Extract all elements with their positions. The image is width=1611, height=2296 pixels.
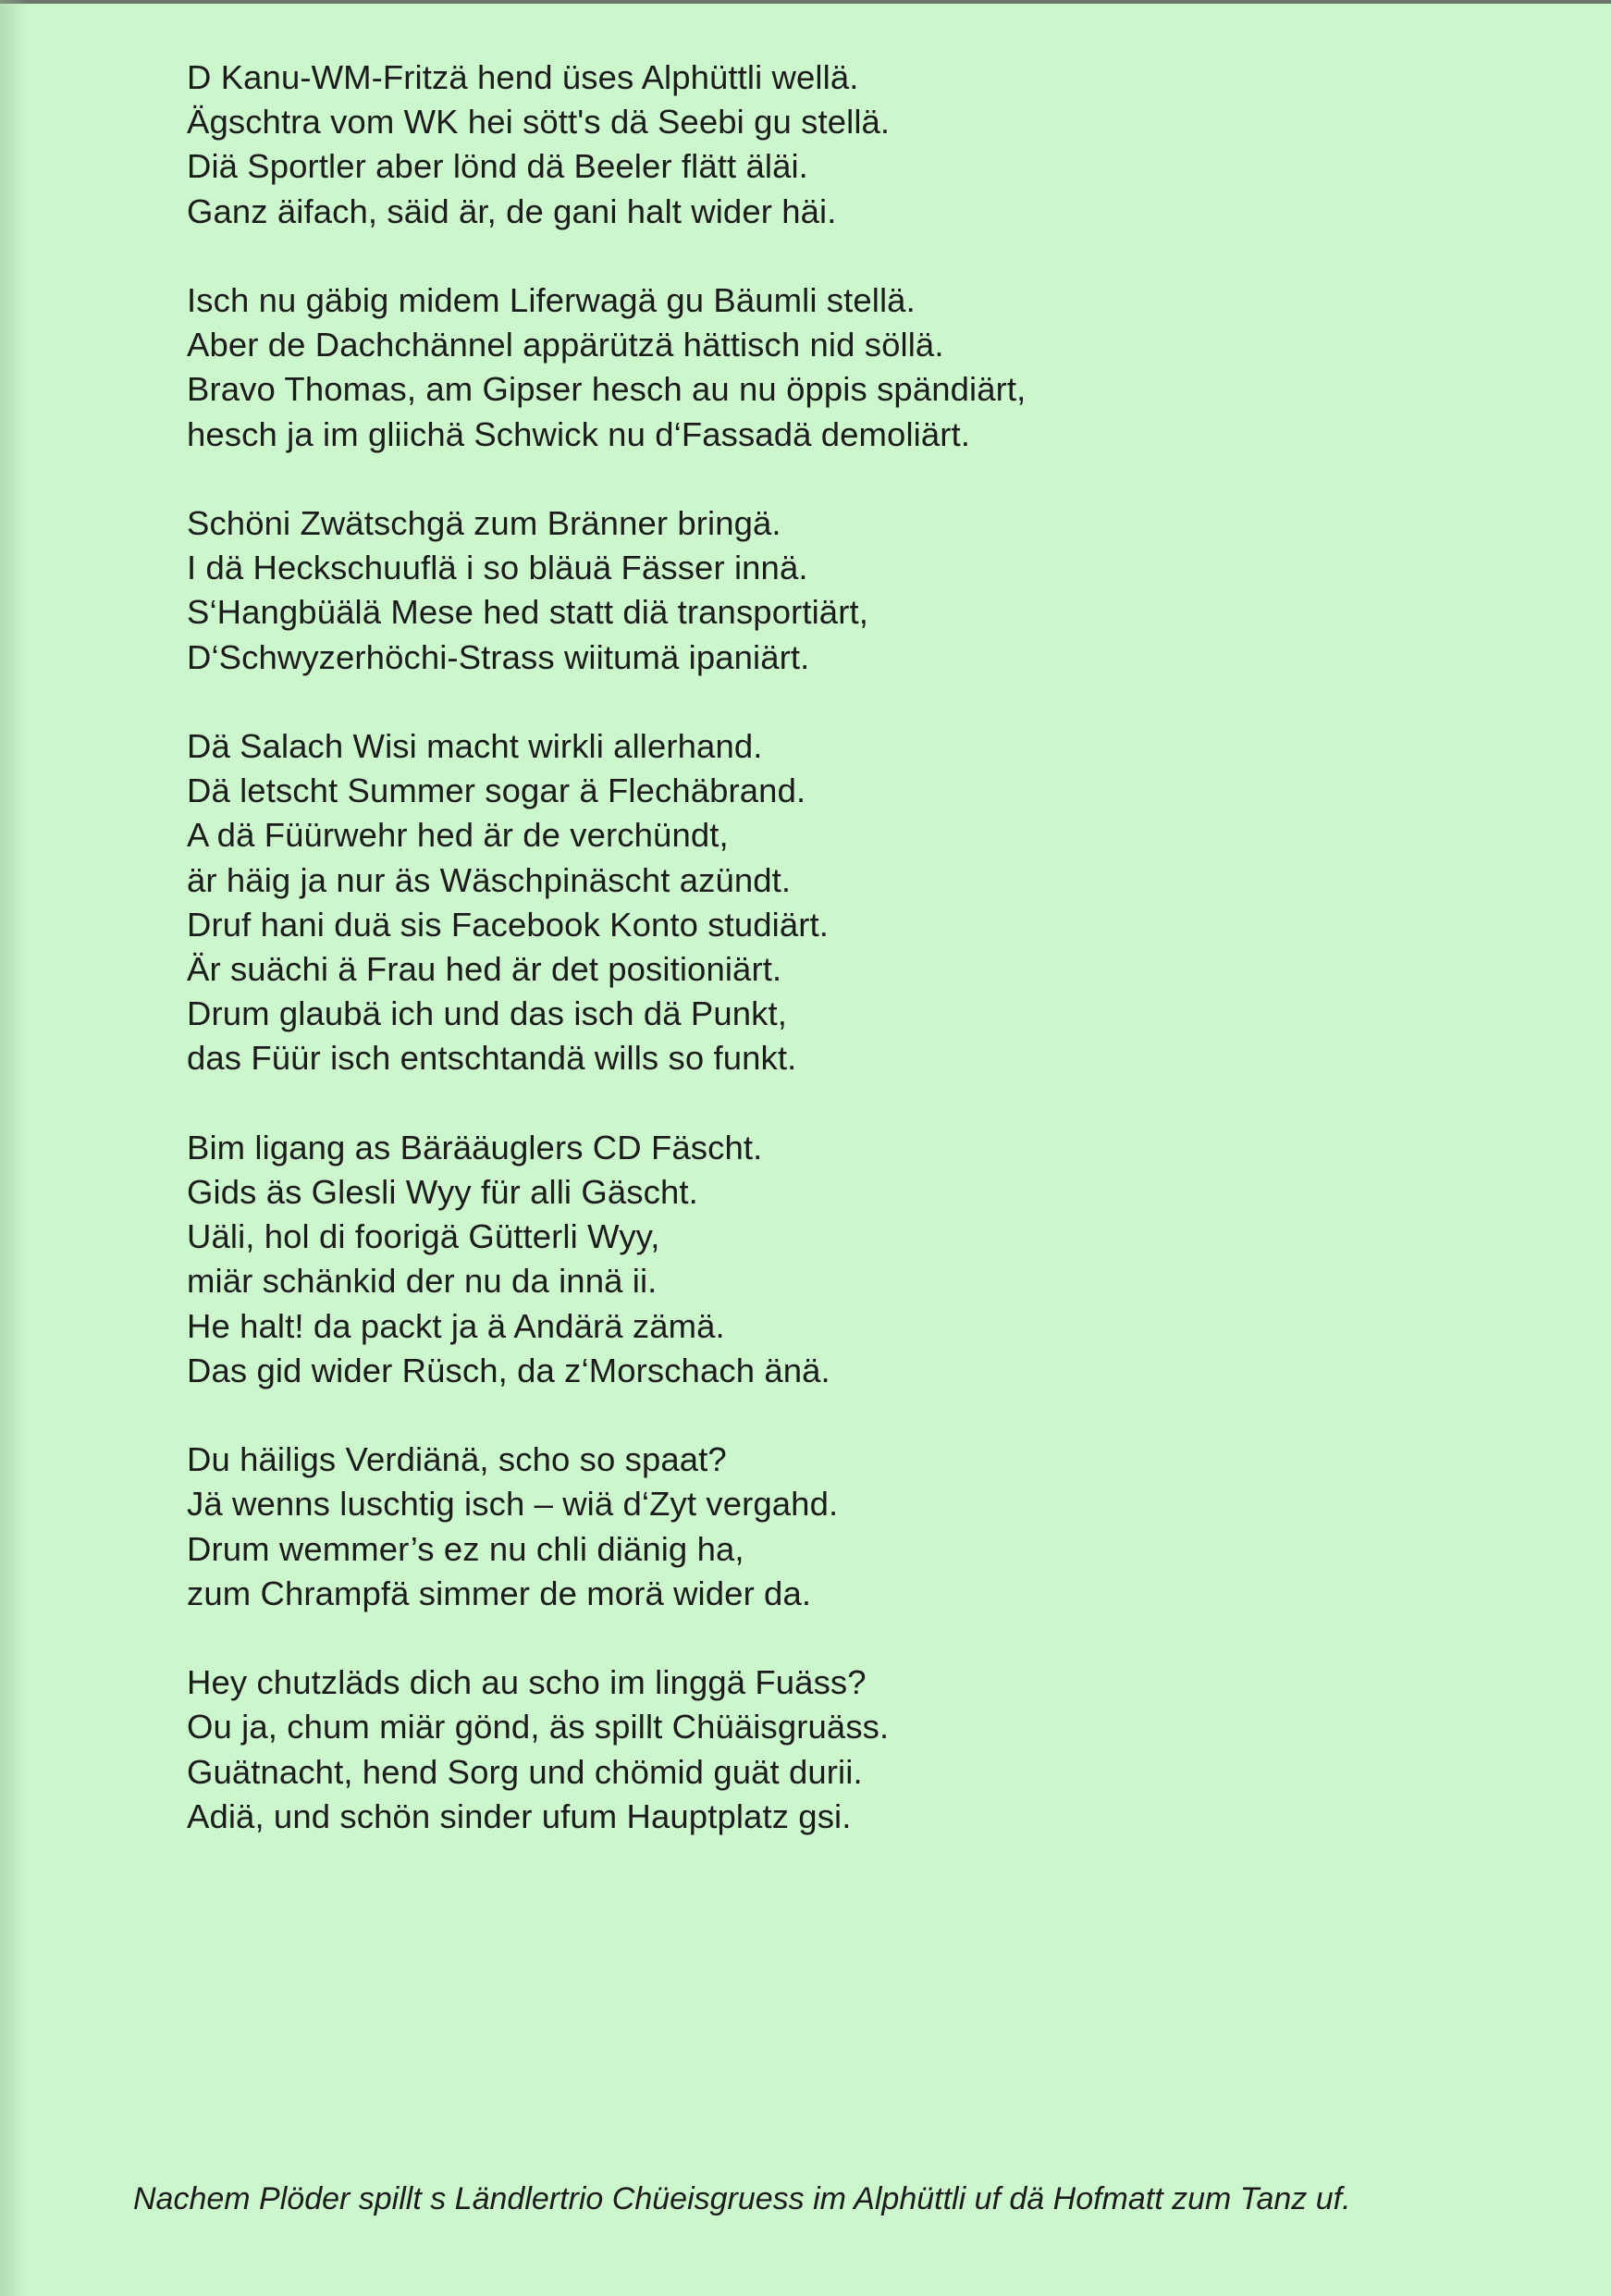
poem-line: A dä Füürwehr hed är de verchündt,: [187, 816, 729, 855]
poem-stanza: [187, 278, 1482, 457]
poem-line: Du häiligs Verdiänä, scho so spaat?: [187, 1440, 727, 1479]
poem-line: Bim ligang as Bärääuglers CD Fäscht.: [187, 1128, 763, 1167]
poem-line: Ganz äifach, säid är, de gani halt wider häi.: [187, 191, 837, 230]
poem-line: hesch ja im gliichä Schwick nu d‘Fassadä demoliärt.: [187, 414, 971, 453]
page-top-edge: [0, 0, 1611, 4]
poem-line: D‘Schwyzerhöchi-Strass wiitumä ipaniärt.: [187, 637, 810, 676]
poem-line: zum Chrampfä simmer de morä wider da.: [187, 1574, 812, 1612]
poem-stanza: [187, 724, 1482, 1081]
poem-stanza: [187, 1660, 1482, 1839]
poem-stanza: [187, 56, 1482, 234]
poem-line: Dä letscht Summer sogar ä Flechäbrand.: [187, 772, 806, 810]
poem-line: Är suächi ä Frau hed är det positioniärt.: [187, 950, 782, 989]
poem-stanza: [187, 501, 1482, 680]
poem-line: S‘Hangbüälä Mese hed statt diä transportiärt,: [187, 593, 868, 632]
poem-line: Ägschtra vom WK hei sött's dä Seebi gu stellä.: [187, 103, 891, 142]
poem-line: das Füür isch entschtandä wills so funkt.: [187, 1039, 797, 1078]
poem-line: Aber de Dachchännel appärützä hättisch nid söllä.: [187, 326, 944, 364]
poem-line: Bravo Thomas, am Gipser hesch au nu öppis spändiärt,: [187, 370, 1027, 409]
poem-line: miär schänkid der nu da innä ii.: [187, 1262, 658, 1301]
poem-line: Uäli, hol di foorigä Gütterli Wyy,: [187, 1217, 660, 1256]
poem-line: Das gid wider Rüsch, da z‘Morschach änä.: [187, 1351, 830, 1389]
poem-line: Drum wemmer’s ez nu chli diänig ha,: [187, 1529, 744, 1568]
footer-note: Nachem Plöder spillt s Ländlertrio Chüeisgruess im Alphüttli uf dä Hofmatt zum Tanz uf.: [133, 2181, 1351, 2216]
poem-line: Hey chutzläds dich au scho im linggä Fuäss?: [187, 1663, 867, 1702]
poem-line: Dä Salach Wisi macht wirkli allerhand.: [187, 727, 763, 765]
poem-line: Isch nu gäbig midem Liferwagä gu Bäumli stellä.: [187, 281, 916, 319]
poem-line: Druf hani duä sis Facebook Konto studiärt.: [187, 905, 830, 944]
poem-stanza: [187, 1126, 1482, 1393]
page-left-shade: [0, 0, 28, 2296]
poem-line: Drum glaubä ich und das isch dä Punkt,: [187, 994, 788, 1033]
poem-line: Schöni Zwätschgä zum Bränner bringä.: [187, 504, 781, 542]
poem-line: Jä wenns luschtig isch – wiä d‘Zyt vergahd.: [187, 1485, 839, 1524]
poem-line: I dä Heckschuuflä i so bläuä Fässer innä.: [187, 549, 808, 587]
poem-text: [187, 56, 1482, 1883]
poem-line: Ou ja, chum miär gönd, äs spillt Chüäisgruäss.: [187, 1708, 890, 1747]
poem-line: Guätnacht, hend Sorg und chömid guät durii.: [187, 1752, 863, 1791]
poem-line: Gids äs Glesli Wyy für alli Gäscht.: [187, 1173, 698, 1212]
poem-line: D Kanu-WM-Fritzä hend üses Alphüttli wellä.: [187, 58, 859, 96]
poem-stanza: [187, 1438, 1482, 1616]
poem-line: är häig ja nur äs Wäschpinäscht azündt.: [187, 860, 792, 899]
poem-line: Adiä, und schön sinder ufum Hauptplatz gsi.: [187, 1796, 852, 1835]
poem-line: He halt! da packt ja ä Andärä zämä.: [187, 1306, 725, 1345]
poem-line: Diä Sportler aber lönd dä Beeler flätt äläi.: [187, 147, 808, 186]
